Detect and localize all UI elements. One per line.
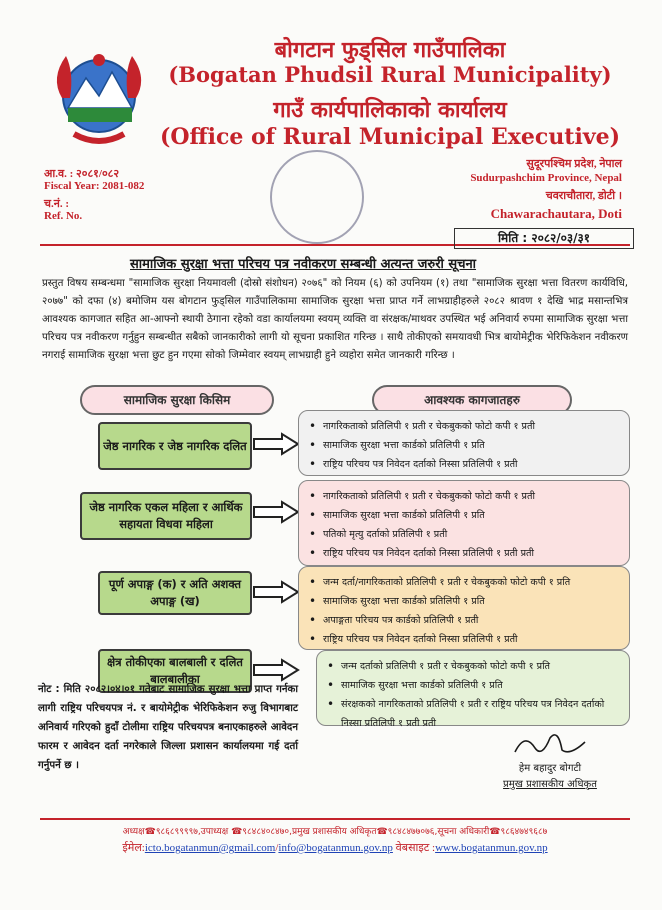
- category-box-senior: जेष्ठ नागरिक र जेष्ठ नागरिक दलित: [98, 422, 252, 470]
- place-en: Chawarachautara, Doti: [490, 206, 622, 221]
- place-np: चवराचौतारा, डोटी ।: [545, 190, 622, 202]
- province-en: Sudurpashchim Province, Nepal: [470, 172, 622, 184]
- office-stamp: [270, 150, 364, 244]
- document-item: • जन्म दर्ता/नागरिकताको प्रतिलिपी १ प्रती र चेकबुकको फोटो कपी १ प्रति: [323, 573, 619, 592]
- signatory-name: हेम बहादुर बोगटी: [518, 763, 582, 774]
- document-item: • अपाङ्गता परिचय पत्र कार्डको प्रतिलिपी १ प्रती: [323, 611, 619, 630]
- category-header: सामाजिक सुरक्षा किसिम: [80, 385, 274, 415]
- arrow-right-icon: [252, 658, 300, 682]
- document-item: • पतिको मृत्यु दर्ताको प्रतिलिपी १ प्रती: [323, 525, 619, 544]
- subject-line: सामाजिक सुरक्षा भत्ता परिचय पत्र नवीकरण सम्बन्धी अत्यन्त जरुरी सूचना: [130, 257, 477, 272]
- document-item: • राष्ट्रिय परिचय पत्र निवेदन दर्ताको निस्सा प्रतिलिपी १ प्रती: [323, 455, 619, 474]
- date-box: मिति : २०८२/०३/३१: [454, 228, 634, 249]
- document-item: • राष्ट्रिय परिचय पत्र निवेदन दर्ताको निस्सा प्रतिलिपी १ प्रती: [323, 630, 619, 649]
- signatory-title: प्रमुख प्रशासकीय अधिकृत: [503, 779, 597, 790]
- ref-no: Ref. No.: [44, 210, 83, 222]
- ref-np: आ.व. : २०८१/०८२: [44, 168, 120, 180]
- notice-body: प्रस्तुत विषय सम्बन्धमा "सामाजिक सुरक्षा नियमावली (दोस्रो संशोधन) २०७६" को नियम (६) को उपनियम (१) तथा "सामाजिक सुरक्षा भत्ता वितरण कार्यविधि, २०७७" को दफा (४) बमोजिम यस बोगटान फुड्सिल गाउँपालिकामा सामाजिक सुरक्षा भत्ता प्राप्त गर्ने लाभग्राहीहरुले २०८२ श्रावण १ देखि भाद्र मसान्तभित्र आवश्यक कागजात सहित आ-आफ्नो स्थायी ठेगाना रहेको वडा कार्यालयमा स्वयम् व्यक्ति वा संरक्षक/माथवर उपस्थित भई अनिवार्य रुपमा सामाजिक सुरक्षा भत्ता परिचय पत्र नवीकरण गर्नुहुन सम्बन्धीत सबैको जानकारीको लागी यो सूचना प्रकाशित गरिन्छ । साथै तोकीएको समयावधी भित्र बायोमेट्रीक भेरिफिकेशन नवीकरण नगराई सामाजिक सुरक्षा भत्ता छुट हुन गएमा सोको जिम्मेवार स्वयम् लाभग्राही हुने व्यहोरा समेत जानकारी गरिन्छ ।: [42, 278, 628, 361]
- municipality-name-english: (Bogatan Phudsil Rural Municipality): [168, 62, 612, 87]
- province-np: सुदूरपश्चिम प्रदेश, नेपाल: [526, 158, 622, 170]
- office-name-nepali: गाउँ कार्यपालिकाको कार्यालय: [273, 97, 507, 123]
- document-item: • राष्ट्रिय परिचय पत्र निवेदन दर्ताको निस्सा प्रतिलिपी १ प्रती प्रती: [323, 544, 619, 563]
- signature-scrawl: [510, 730, 590, 760]
- document-item: • नागरिकताको प्रतिलिपी १ प्रती र चेकबुकको फोटो कपी १ प्रती: [323, 487, 619, 506]
- footer-rule: [40, 818, 630, 820]
- fiscal-year: Fiscal Year: 2081-082: [44, 180, 145, 192]
- document-item: • सामाजिक सुरक्षा भत्ता कार्डको प्रतिलिपी १ प्रति: [323, 436, 619, 455]
- email-label: ईमेल:: [122, 842, 145, 854]
- arrow-right-icon: [252, 432, 300, 456]
- email-link-2[interactable]: info@bogatanmun.gov.np: [278, 842, 393, 854]
- email-link-1[interactable]: icto.bogatanmun@gmail.com: [144, 842, 276, 854]
- category-box-disabled: पूर्ण अपाङ्ग (क) र अति अशक्त अपाङ्ग (ख): [98, 571, 252, 615]
- municipality-logo: [44, 38, 154, 150]
- category-box-children: क्षेत्र तोकीएका बालबाली र दलित बालबालीका: [98, 649, 252, 693]
- arrow-right-icon: [252, 500, 300, 524]
- category-box-single-women: जेष्ठ नागरिक एकल महिला र आर्थिक सहायता विधवा महिला: [80, 492, 252, 540]
- website-link[interactable]: www.bogatanmun.gov.np: [435, 842, 548, 854]
- document-item: • संरक्षकको नागरिकताको प्रतिलिपी १ प्रती र राष्ट्रिय परिचय पत्र निवेदन दर्ताको निस्सा प्रतिलिपी १ प्रती प्रती: [341, 695, 619, 733]
- document-item: • नागरिकताको प्रतिलिपी १ प्रती र चेकबुकको फोटो कपी १ प्रती: [323, 417, 619, 436]
- document-item: • सामाजिक सुरक्षा भत्ता कार्डको प्रतिलिपी १ प्रति: [323, 592, 619, 611]
- arrow-right-icon: [252, 580, 300, 604]
- document-item: • जन्म दर्ताको प्रतिलिपी १ प्रती र चेकबुकको फोटो कपी १ प्रति: [341, 657, 619, 676]
- document-item: • सामाजिक सुरक्षा भत्ता कार्डको प्रतिलिपी १ प्रति: [341, 676, 619, 695]
- documents-box-disabled: [298, 566, 630, 650]
- municipality-name-nepali: बोगटान फुड्सिल गाउँपालिका: [274, 37, 506, 63]
- documents-header: आवश्यक कागजातहरु: [372, 385, 572, 415]
- ch-no: च.नं. :: [44, 198, 70, 210]
- documents-box-senior: [298, 410, 630, 476]
- documents-box-children: [316, 650, 630, 729]
- document-item: • सामाजिक सुरक्षा भत्ता कार्डको प्रतिलिपी १ प्रति: [323, 506, 619, 525]
- footer-contact: ईमेल:icto.bogatanmun@gmail.com/info@bogatanmun.gov.np वेबसाइट :www.bogatanmun.gov.np: [122, 842, 548, 854]
- note-text: नोट : मिति २०८२।०४।०१ गतेबाट सामाजिक सुरक्षा भत्ता प्राप्त गर्नका लागी राष्ट्रिय परिचयपत्र नं. र बायोमेट्रीक भेरिफिकेशन रुजु विभागबाट अनिवार्य गरिएको हुदाँ टोलीमा राष्ट्रिय परिचयपत्र बनाएकाहरुले आवेदन फारम र आवेदन दर्ता नगरेकाले जिल्ला प्रशासन कार्यालयमा गई दर्ता गर्नुपर्ने छ ।: [38, 684, 298, 771]
- footer-phones: अध्यक्ष☎९८६८९९९९७,उपाध्यक्ष ☎९८४८४०८४७०,प्रमुख प्रशासकीय अधिकृत☎९८४८४७७०७६,सूचना अधिकारी☎९८६४७४९६८७: [122, 827, 548, 837]
- office-name-english: (Office of Rural Municipal Executive): [159, 124, 621, 150]
- website-label: वेबसाइट :: [395, 842, 436, 854]
- documents-box-single-women: [298, 480, 630, 566]
